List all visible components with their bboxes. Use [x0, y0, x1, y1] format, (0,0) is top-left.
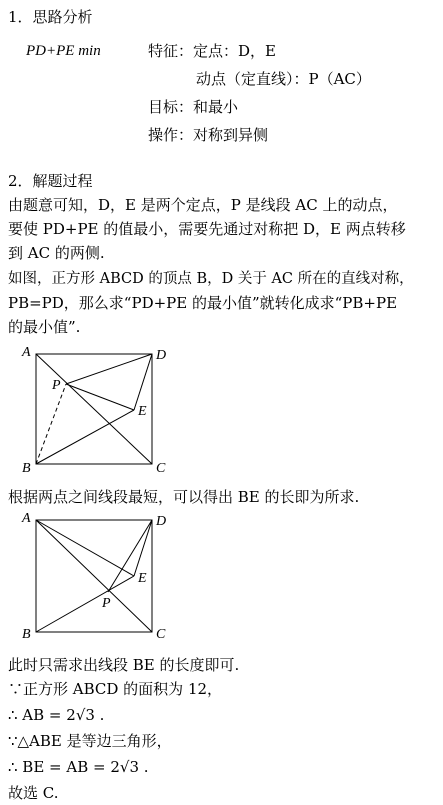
paragraph2-line2: PB=PD，那么求“PD+PE 的最小值”就转化成求“PB+PE: [8, 294, 398, 312]
figure2-label-p: P: [102, 596, 111, 611]
figure1-square: [36, 354, 152, 464]
section2-heading: 2．解题过程: [8, 172, 93, 190]
paragraph2-line3: 的最小值”.: [8, 318, 81, 336]
paragraph5: ∵正方形 ABCD 的面积为 12，: [8, 680, 223, 698]
figure1-label-d: D: [156, 348, 167, 363]
figure1-label-b: B: [22, 461, 31, 476]
figure2-label-a: A: [22, 511, 31, 526]
paragraph1-line3: 到 AC 的两侧.: [8, 244, 105, 262]
figure1-label-a: A: [22, 345, 31, 360]
paragraph1-line1: 由题意可知，D，E 是两个定点，P 是线段 AC 上的动点，: [8, 196, 398, 214]
paragraph6: ∴ AB = 2√3 .: [8, 706, 105, 724]
paragraph9: 故选 C.: [8, 784, 59, 802]
figure1-segment-be: [36, 410, 134, 464]
paragraph3: 根据两点之间线段最短，可以得出 BE 的长即为所求.: [8, 488, 360, 506]
feature-text: 特征：定点：D，E: [148, 42, 276, 60]
figure2-segment-ae: [36, 520, 134, 576]
figure1-label-p: P: [52, 378, 61, 393]
figure2-segment-de: [134, 520, 152, 576]
figure2-diagonal-ac: [36, 520, 152, 632]
paragraph4: 此时只需求出线段 BE 的长度即可.: [8, 656, 240, 674]
figure1-label-e: E: [138, 404, 147, 419]
figure2-segment-pd: [108, 520, 152, 592]
figure2-label-d: D: [156, 514, 167, 529]
figure1-label-c: C: [156, 461, 166, 476]
paragraph7: ∵△ABE 是等边三角形，: [8, 732, 172, 750]
figure2-segment-be: [36, 576, 134, 632]
paragraph2-line1: 如图，正方形 ABCD 的顶点 B，D 关于 AC 所在的直线对称，: [8, 271, 414, 287]
model-text: PD+PE min: [26, 43, 101, 59]
figure1-diagonal-ac: [36, 354, 152, 464]
paragraph1-line2: 要使 PD+PE 的值最小，需要先通过对称把 D，E 两点转移: [8, 220, 406, 238]
operation-text: 操作：对称到异侧: [148, 126, 269, 144]
figure2-label-b: B: [22, 627, 31, 642]
figure1-segment-pe: [66, 384, 134, 410]
goal-text: 目标：和最小: [148, 98, 239, 116]
figure2-label-c: C: [156, 627, 166, 642]
paragraph8: ∴ BE = AB = 2√3 .: [8, 758, 149, 776]
figure1-segment-pb-dashed: [36, 384, 66, 464]
figure2-square: [36, 520, 152, 632]
section1-heading: 1．思路分析: [8, 8, 93, 26]
figure1-segment-pd: [66, 354, 152, 384]
figure2-label-e: E: [138, 571, 147, 586]
figure1-segment-de: [134, 354, 152, 410]
moving-point-text: 动点（定直线）：P（AC）: [196, 70, 371, 88]
